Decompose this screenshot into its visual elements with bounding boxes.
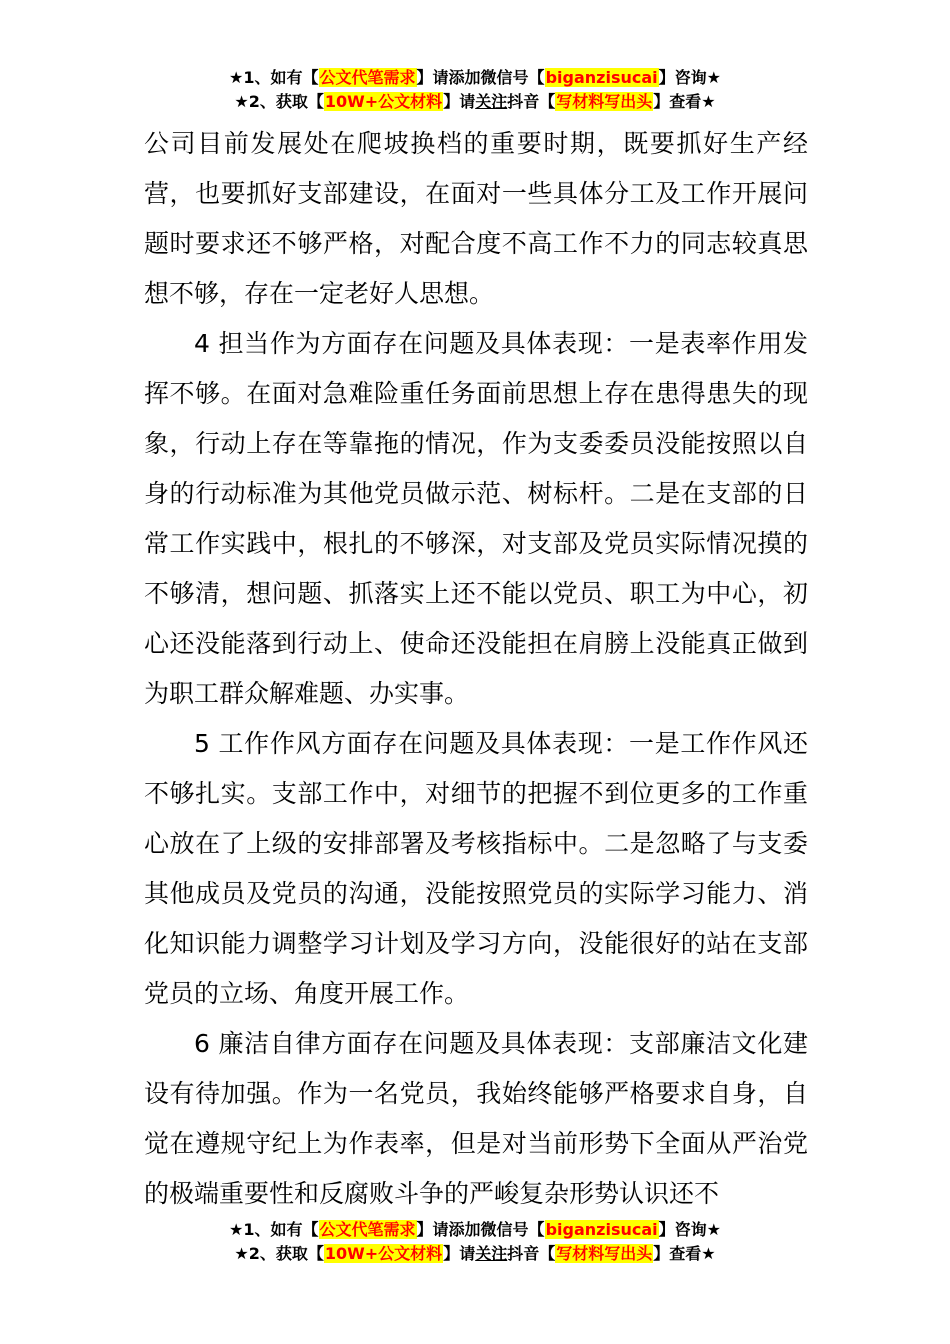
notice-text: 微信号【	[480, 68, 545, 87]
notice-text: 抖音【	[507, 1244, 556, 1263]
notice-suffix: 】咨询★	[658, 68, 721, 87]
document-body	[144, 119, 808, 1219]
notice-prefix: ★2、获取【	[234, 92, 324, 111]
notice-underlined-word: 关注	[475, 1244, 508, 1263]
paragraph-continuation: 公司目前发展处在爬坡换档的重要时期，既要抓好生产经营，也要抓好支部建设，在面对一些具体分工及工作开展问题时要求还不够严格，对配合度不高工作不力的同志较真思想不够，存在一定老好人思想。	[144, 129, 808, 308]
notice-text: 】请	[416, 1220, 449, 1239]
notice-text: 】请	[443, 92, 476, 111]
notice-highlight-wechat-id: biganzisucai	[545, 1220, 658, 1239]
notice-highlight-wechat-id: biganzisucai	[545, 68, 658, 87]
notice-suffix: 】查看★	[653, 1244, 716, 1263]
notice-highlight-materials: 10W+公文材料	[324, 92, 443, 111]
notice-text: 】请	[416, 68, 449, 87]
notice-bold-word: 添加	[448, 1220, 481, 1239]
notice-highlight-account: 写材料写出头	[556, 1244, 653, 1263]
paragraph-responsibility: 4 担当作为方面存在问题及具体表现：一是表率作用发挥不够。在面对急难险重任务面前思想上存在患得患失的现象，行动上存在等靠拖的情况，作为支委委员没能按照以自身的行动标准为其他党员做示范、树标杆。二是在支部的日常工作实践中，根扎的不够深，对支部及党员实际情况摸的不够清，想问题、抓落实上还不能以党员、职工为中心，初心还没能落到行动上、使命还没能担在肩膀上没能真正做到为职工群众解难题、办实事。	[144, 329, 808, 708]
footer-notice	[0, 1218, 950, 1266]
notice-prefix: ★2、获取【	[234, 1244, 324, 1263]
notice-prefix: ★1、如有【	[229, 1220, 319, 1239]
notice-highlight-service: 公文代笔需求	[319, 68, 416, 87]
notice-suffix: 】咨询★	[658, 1220, 721, 1239]
paragraph-integrity: 6 廉洁自律方面存在问题及具体表现：支部廉洁文化建设有待加强。作为一名党员，我始终能够严格要求自身，自觉在遵规守纪上为作表率，但是对当前形势下全面从严治党的极端重要性和反腐败斗争的严峻复杂形势认识还不	[144, 1029, 808, 1208]
notice-prefix: ★1、如有【	[229, 68, 319, 87]
notice-line-1	[0, 1218, 950, 1242]
notice-text: 微信号【	[480, 1220, 545, 1239]
notice-highlight-service: 公文代笔需求	[319, 1220, 416, 1239]
notice-suffix: 】查看★	[653, 92, 716, 111]
paragraph-work-style: 5 工作作风方面存在问题及具体表现：一是工作作风还不够扎实。支部工作中，对细节的把握不到位更多的工作重心放在了上级的安排部署及考核指标中。二是忽略了与支委其他成员及党员的沟通，没能按照党员的实际学习能力、消化知识能力调整学习计划及学习方向，没能很好的站在支部党员的立场、角度开展工作。	[144, 729, 808, 1008]
notice-line-1	[0, 66, 950, 90]
notice-text: 】请	[443, 1244, 476, 1263]
header-notice	[0, 66, 950, 114]
notice-highlight-account: 写材料写出头	[556, 92, 653, 111]
notice-highlight-materials: 10W+公文材料	[324, 1244, 443, 1263]
notice-text: 抖音【	[507, 92, 556, 111]
notice-underlined-word: 关注	[475, 92, 508, 111]
notice-bold-word: 添加	[448, 68, 481, 87]
notice-line-2	[0, 90, 950, 114]
notice-line-2	[0, 1242, 950, 1266]
